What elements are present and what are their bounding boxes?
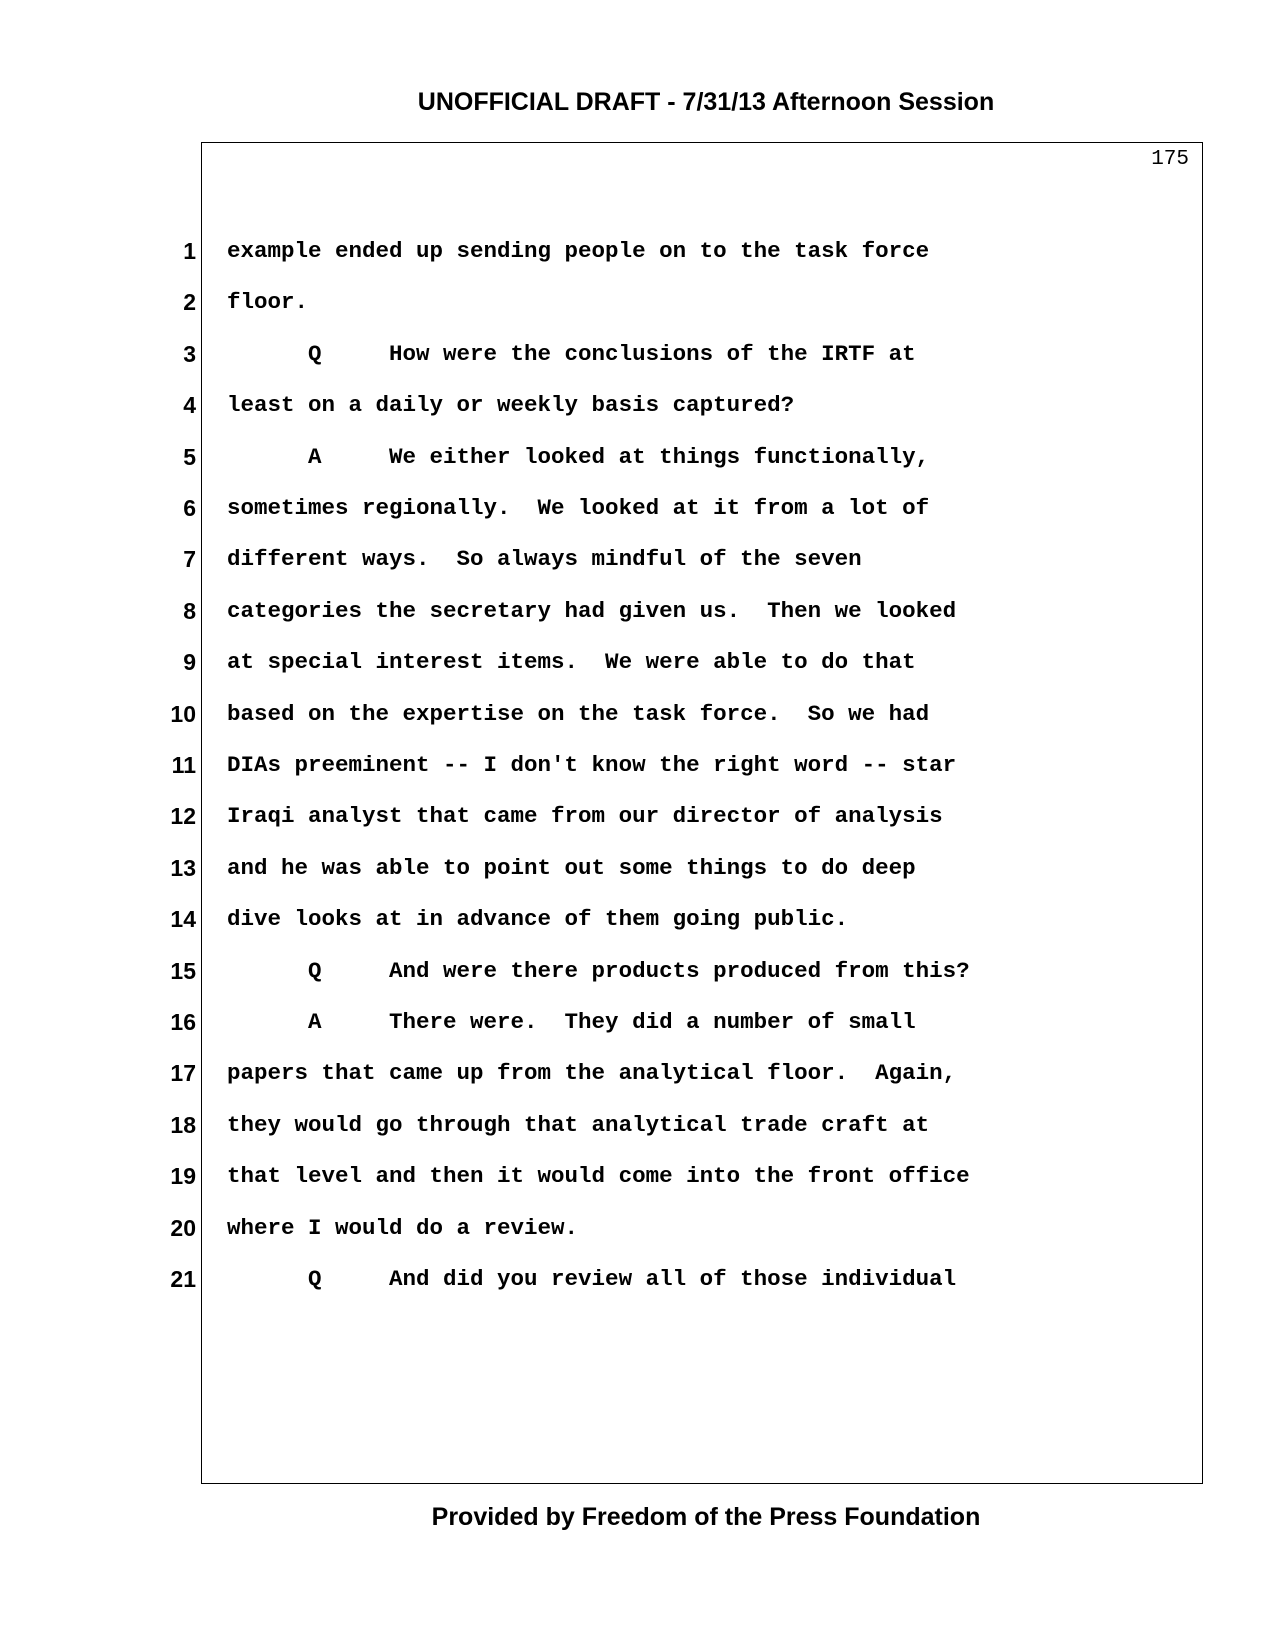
- line-text: they would go through that analytical trade craft at: [227, 1111, 930, 1138]
- line-number: 2: [183, 289, 196, 316]
- line-text: dive looks at in advance of them going public.: [227, 906, 849, 933]
- transcript-line: [0, 1213, 1275, 1243]
- line-text: Q And did you review all of those individual: [227, 1266, 957, 1292]
- line-number: 13: [170, 854, 196, 881]
- transcript-line: [0, 1264, 1275, 1294]
- transcript-line: [0, 339, 1275, 369]
- line-text: DIAs preeminent -- I don't know the right word -- star: [227, 752, 957, 778]
- line-text: Q How were the conclusions of the IRTF at: [227, 340, 916, 367]
- line-number: 6: [183, 495, 196, 521]
- transcript-line: [0, 956, 1275, 986]
- transcript-line: [0, 699, 1275, 729]
- transcript-line: [0, 801, 1275, 831]
- line-number: 9: [183, 649, 196, 676]
- transcript-line: [0, 1007, 1275, 1037]
- line-text: where I would do a review.: [227, 1214, 579, 1241]
- transcript-line: [0, 596, 1275, 626]
- transcript-line: [0, 1161, 1275, 1191]
- line-number: 16: [170, 1009, 196, 1035]
- line-text: Iraqi analyst that came from our director of analysis: [227, 803, 943, 830]
- line-text: example ended up sending people on to the task force: [227, 238, 930, 264]
- line-number: 12: [170, 803, 196, 830]
- line-text: different ways. So always mindful of the seven: [227, 546, 862, 573]
- line-text: based on the expertise on the task force. So we had: [227, 700, 930, 727]
- line-number: 15: [170, 957, 196, 984]
- line-text: and he was able to point out some things to do deep: [227, 854, 916, 881]
- line-text: papers that came up from the analytical floor. Again,: [227, 1060, 957, 1087]
- line-text: least on a daily or weekly basis captured?: [227, 392, 795, 419]
- line-text: A There were. They did a number of small: [227, 1009, 916, 1035]
- line-number: 8: [183, 597, 196, 624]
- page-number: 175: [1151, 148, 1189, 171]
- transcript-line: [0, 750, 1275, 780]
- line-number: 4: [183, 392, 196, 419]
- line-number: 18: [170, 1111, 196, 1138]
- line-number: 19: [170, 1163, 196, 1190]
- line-number: 5: [183, 443, 196, 470]
- transcript-line: [0, 493, 1275, 523]
- line-text: categories the secretary had given us. Then we looked: [227, 597, 957, 624]
- line-number: 21: [170, 1266, 196, 1292]
- line-number: 20: [170, 1214, 196, 1241]
- line-text: Q And were there products produced from this?: [227, 957, 970, 984]
- line-text: sometimes regionally. We looked at it from a lot of: [227, 495, 930, 521]
- line-text: A We either looked at things functionally,: [227, 443, 930, 470]
- line-text: at special interest items. We were able to do that: [227, 649, 916, 676]
- line-number: 14: [170, 906, 196, 933]
- transcript-line: [0, 1110, 1275, 1140]
- transcript-line: [0, 287, 1275, 317]
- transcript-line: [0, 904, 1275, 934]
- line-number: 10: [170, 700, 196, 727]
- transcript-line: [0, 1058, 1275, 1088]
- line-number: 3: [183, 340, 196, 367]
- transcript-line: [0, 236, 1275, 266]
- transcript-line: [0, 390, 1275, 420]
- transcript-line: [0, 647, 1275, 677]
- page-footer: Provided by Freedom of the Press Foundation: [431, 1503, 981, 1531]
- transcript-line: [0, 544, 1275, 574]
- line-number: 17: [170, 1060, 196, 1087]
- line-number: 11: [171, 752, 196, 778]
- transcript-line: [0, 442, 1275, 472]
- line-text: floor.: [227, 289, 309, 316]
- line-text: that level and then it would come into the front office: [227, 1163, 970, 1190]
- line-number: 1: [183, 238, 196, 264]
- transcript-line: [0, 853, 1275, 883]
- line-number: 7: [183, 546, 196, 573]
- page-header-title: UNOFFICIAL DRAFT - 7/31/13 Afternoon Session: [417, 88, 995, 116]
